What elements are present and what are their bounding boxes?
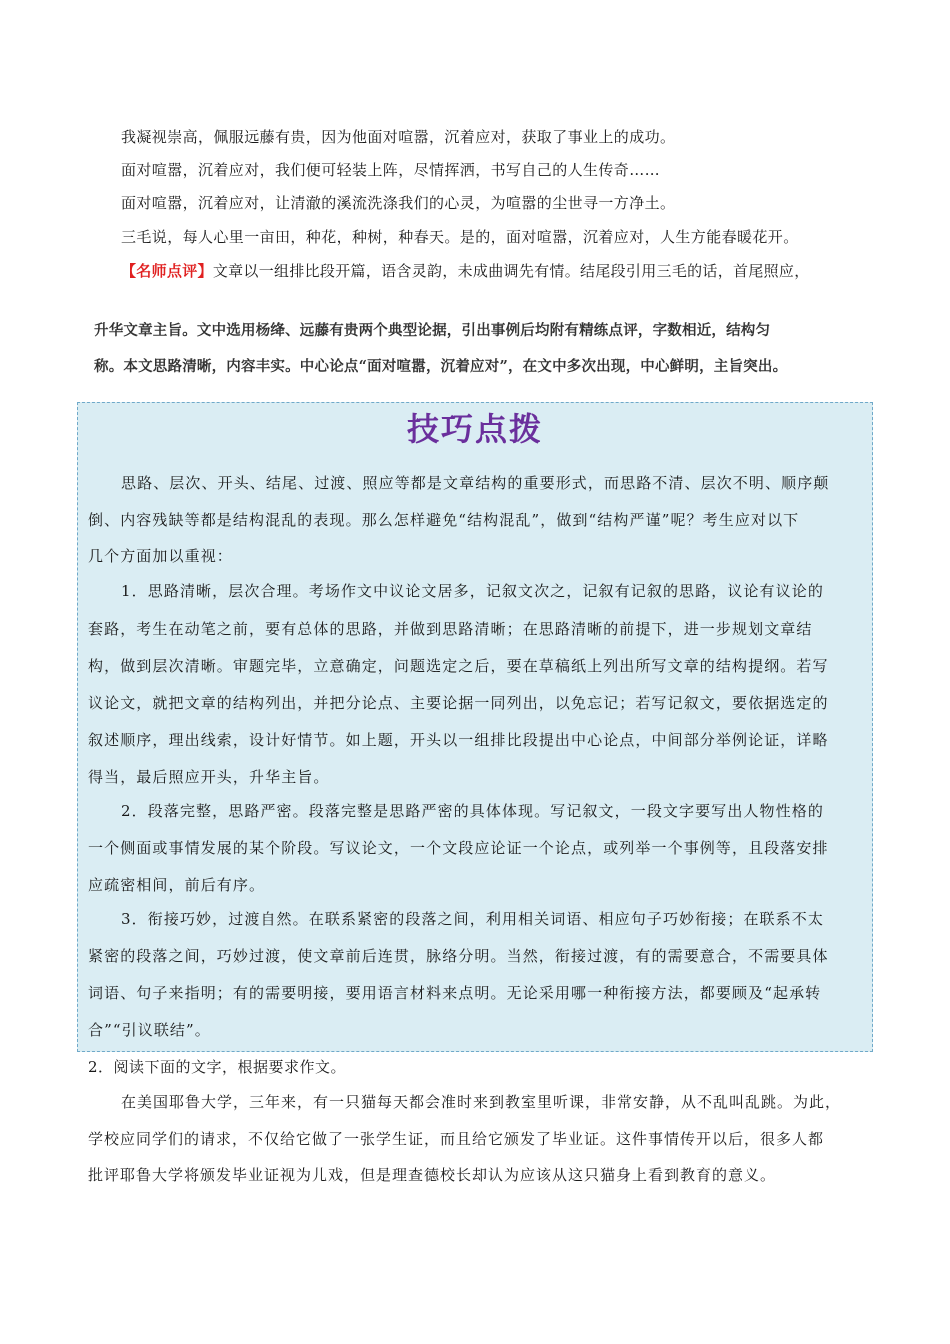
teacher-comment-line: [121, 261, 810, 281]
tips-line: 倒、内容残缺等都是结构混乱的表现。那么怎样避免“结构混乱”，做到“结构严谨”呢？考生应对以下: [88, 511, 800, 529]
essay-line: 三毛说，每人心里一亩田，种花，种树，种春天。是的，面对喧嚣，沉着应对，人生方能春暖花开。: [121, 228, 799, 246]
tips-line: 应疏密相间，前后有序。: [88, 876, 266, 894]
essay-line: 面对喧嚣，沉着应对，我们便可轻装上阵，尽情挥洒，书写自己的人生传奇……: [121, 161, 661, 179]
tips-line: 2．段落完整，思路严密。段落完整是思路严密的具体体现。写记叙文，一段文字要写出人物性格的: [121, 802, 824, 820]
question-line: 在美国耶鲁大学，三年来，有一只猫每天都会准时来到教室里听课，非常安静，从不乱叫乱跳。为此，: [121, 1093, 842, 1111]
teacher-comment-text: 文章以一组排比段开篇，语含灵韵，未成曲调先有情。结尾段引用三毛的话，首尾照应，: [212, 262, 810, 280]
tips-line: 词语、句子来指明；有的需要明接，要用语言材料来点明。无论采用哪一种衔接方法，都要顾及“起承转: [88, 984, 822, 1002]
tips-line: 几个方面加以重视：: [88, 547, 233, 565]
essay-line: 面对喧嚣，沉着应对，让清澈的溪流洗涤我们的心灵，为喧嚣的尘世寻一方净土。: [121, 194, 676, 212]
tips-line: 合”“引议联结”。: [88, 1021, 211, 1039]
tips-line: 1．思路清晰，层次合理。考场作文中议论文居多，记叙文次之，记叙有记叙的思路，议论有议论的: [121, 582, 824, 600]
tips-line: 得当，最后照应开头，升华主旨。: [88, 768, 330, 786]
question-heading: 2．阅读下面的文字，根据要求作文。: [88, 1058, 347, 1076]
teacher-comment-tag: 【名师点评】: [121, 262, 213, 280]
tips-line: 3．衔接巧妙，过渡自然。在联系紧密的段落之间，利用相关词语、相应句子巧妙衔接；在联系不太: [121, 910, 824, 928]
teacher-comment-line: 升华文章主旨。文中选用杨绛、远藤有贵两个典型论据，引出事例后均附有精练点评，字数相近，结构匀: [94, 322, 771, 339]
tips-line: 套路，考生在动笔之前，要有总体的思路，并做到思路清晰；在思路清晰的前提下，进一步规划文章结: [88, 620, 813, 638]
tips-line: 一个侧面或事情发展的某个阶段。写议论文，一个文段应论证一个论点，或列举一个事例等，且段落安排: [88, 839, 829, 857]
essay-line: 我凝视崇高，佩服远藤有贵，因为他面对喧嚣，沉着应对，获取了事业上的成功。: [121, 128, 676, 146]
tips-line: 议论文，就把文章的结构列出，并把分论点、主要论据一同列出，以免忘记；若写记叙文，要依据选定的: [88, 694, 829, 712]
tips-line: 叙述顺序，理出线索，设计好情节。如上题，开头以一组排比段提出中心论点，中间部分举例论证，详略: [88, 731, 829, 749]
tips-line: 思路、层次、开头、结尾、过渡、照应等都是文章结构的重要形式，而思路不清、层次不明、顺序颠: [121, 474, 830, 492]
teacher-comment-line: 称。本文思路清晰，内容丰实。中心论点“面对喧嚣，沉着应对”，在文中多次出现，中心鲜明，主旨突出。: [94, 358, 788, 375]
question-line: 批评耶鲁大学将颁发毕业证视为儿戏，但是理查德校长却认为应该从这只猫身上看到教育的意义。: [88, 1166, 777, 1184]
tips-line: 构，做到层次清晰。审题完毕，立意确定，问题选定之后，要在草稿纸上列出所写文章的结构提纲。若写: [88, 657, 829, 675]
tips-title: 技巧点拨: [406, 410, 543, 448]
tips-line: 紧密的段落之间，巧妙过渡，使文章前后连贯，脉络分明。当然，衔接过渡，有的需要意合，不需要具体: [88, 947, 829, 965]
question-line: 学校应同学们的请求，不仅给它做了一张学生证，而且给它颁发了毕业证。这件事情传开以后，很多人都: [88, 1130, 825, 1148]
